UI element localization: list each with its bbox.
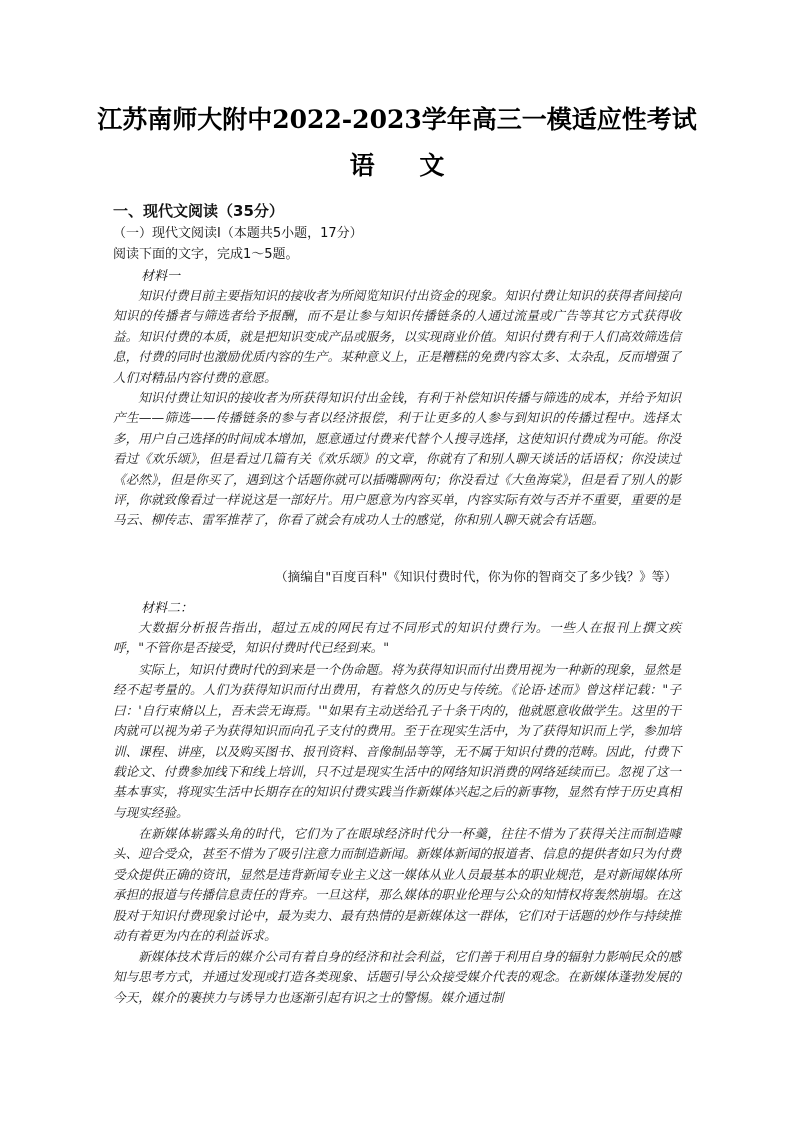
material-one-label: 材料一 bbox=[141, 269, 181, 284]
material-one-source: （摘编自"百度百科"《知识付费时代，你为你的智商交了多少钱？》等） bbox=[275, 569, 677, 584]
section-subheading: （一）现代文阅读Ⅰ（本题共5小题，17分） bbox=[113, 226, 363, 241]
section-heading: 一、现代文阅读（35分） bbox=[113, 202, 284, 220]
subject-title: 语 文 bbox=[349, 151, 463, 180]
material-two-label: 材料二： bbox=[141, 601, 194, 616]
exam-title: 江苏南师大附中2022-2023学年高三一模适应性考试 bbox=[97, 105, 697, 134]
material-two-paragraph: 新媒体技术背后的媒介公司有着自身的经济和社会利益，它们善于利用自身的辐射力影响民众的感知与思考方式，并通过发现或打造各类现象、话题引导公众接受媒介代表的观念。在新媒体蓬勃发展的今天，媒介的裹挟力与诱导力也逐渐引起有识之士的警惕。媒介通过制 bbox=[113, 949, 681, 1005]
material-one-paragraph: 知识付费目前主要指知识的接收者为所阅览知识付出资金的现象。知识付费让知识的获得者间接向知识的传播者与筛选者给予报酬，而不是让参与知识传播链条的人通过流量或广告等其它方式获得收益。知识付费的本质，就是把知识变成产品或服务，以实现商业价值。知识付费有利于人们高效筛选信息，付费的同时也激励优质内容的生产。某种意义上，正是糟糕的免费内容太多、太杂乱，反而增强了人们对精品内容付费的意愿。 bbox=[113, 288, 681, 385]
material-two-paragraph: 实际上，知识付费时代的到来是一个伪命题。将为获得知识而付出费用视为一种新的现象，显然是经不起考量的。人们为获得知识而付出费用，有着悠久的历史与传统。《论语·述而》曾这样记载："子曰：'自行束脩以上，吾未尝无诲焉。'"如果有主动送给孔子十条干肉的，他就愿意收做学生。这里的干肉就可以视为弟子为获得知识而向孔子支付的费用。至于在现实生活中，为了获得知识而上学，参加培训、课程、讲座，以及购买图书、报刊资料、音像制品等等，无不属于知识付费的范畴。因此，付费下载论文、付费参加线下和线上培训，只不过是现实生活中的网络知识消费的网络延续而已。忽视了这一基本事实，将现实生活中长期存在的知识付费实践当作新媒体兴起之后的新事物，显然有悖于历史真相与现实经验。 bbox=[113, 662, 681, 820]
material-two-paragraph: 在新媒体崭露头角的时代，它们为了在眼球经济时代分一杯羹，往往不惜为了获得关注而制造噱头、迎合受众，甚至不惜为了吸引注意力而制造新闻。新媒体新闻的报道者、信息的提供者如只为付费受众提供正确的资讯，显然是违背新闻专业主义这一媒体从业人员最基本的职业规范，是对新闻媒体所承担的报道与传播信息责任的背弃。一旦这样，那么媒体的职业伦理与公众的知情权将轰然崩塌。在这股对于知识付费现象讨论中，最为卖力、最有热情的是新媒体这一群体，它们对于话题的炒作与持续推动有着更为内在的利益诉求。 bbox=[113, 826, 681, 944]
reading-instruction: 阅读下面的文字，完成1～5题。 bbox=[113, 247, 299, 262]
material-one-paragraph: 知识付费让知识的接收者为所获得知识付出金钱，有利于补偿知识传播与筛选的成本，并给予知识产生——筛选——传播链条的参与者以经济报偿，利于让更多的人参与到知识的传播过程中。选择太多，用户自己选择的时间成本增加，愿意通过付费来代替个人搜寻选择，这使知识付费成为可能。你没看过《欢乐颂》，但是看过几篇有关《欢乐颂》的文章，你就有了和别人聊天谈话的话语权；你没读过《必然》，但是你买了，遇到这个话题你就可以插嘴聊两句；你没看过《大鱼海棠》，但是看了别人的影评，你就致像看过一样说这是一部好片。用户愿意为内容买单，内容实际有效与否并不重要，重要的是马云、柳传志、雷军推荐了，你看了就会有成功人士的感觉，你和别人聊天就会有话题。 bbox=[113, 390, 681, 528]
material-two-paragraph: 大数据分析报告指出，超过五成的网民有过不同形式的知识付费行为。一些人在报刊上撰文疾呼，"不管你是否接受，知识付费时代已经到来。" bbox=[113, 620, 681, 656]
